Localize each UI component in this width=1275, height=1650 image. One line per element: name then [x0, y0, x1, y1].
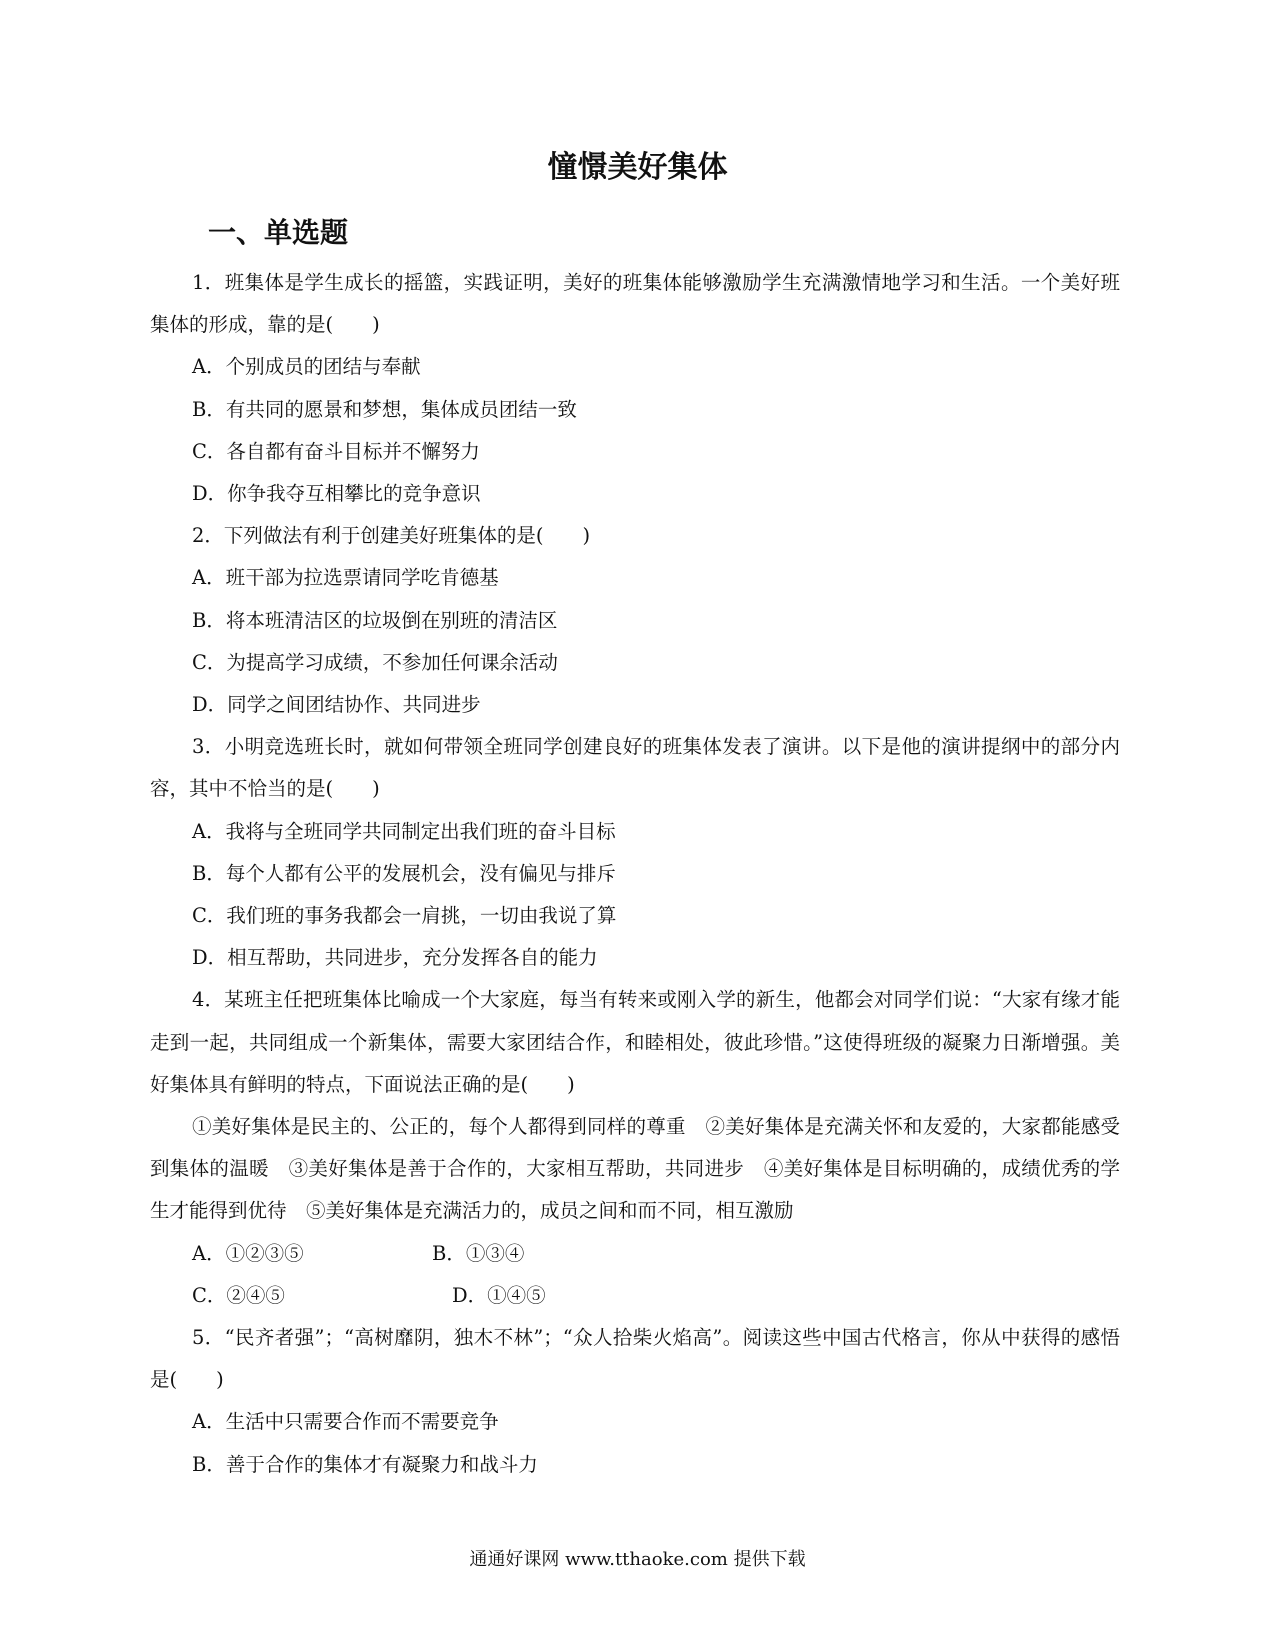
option: B．善于合作的集体才有凝聚力和战斗力 [192, 1452, 538, 1476]
option-row [150, 1233, 1120, 1275]
question-stem: 3．小明竞选班长时，就如何带领全班同学创建良好的班集体发表了演讲。以下是他的演讲提纲中的部分内容，其中不恰当的是( ) [150, 735, 1120, 801]
option: B．有共同的愿景和梦想，集体成员团结一致 [192, 397, 577, 421]
question-list [150, 262, 1120, 1486]
option: D．相互帮助，共同进步，充分发挥各自的能力 [192, 946, 598, 970]
option: A．个别成员的团结与奉献 [192, 355, 421, 379]
question-statements: ①美好集体是民主的、公正的，每个人都得到同样的尊重 ②美好集体是充满关怀和友爱的，大家都能感受到集体的温暖 ③美好集体是善于合作的，大家相互帮助，共同进步 ④美好集体是目标明确的，成绩优秀的学生才能得到优待 ⑤美好集体是充满活力的，成员之间和而不同，相互激励 [150, 1115, 1120, 1223]
question-stem: 2．下列做法有利于创建美好班集体的是( ) [192, 524, 591, 548]
page-title: 憧憬美好集体 [547, 150, 728, 185]
option: D．你争我夺互相攀比的竞争意识 [192, 482, 481, 506]
option: A．①②③⑤ [192, 1241, 304, 1265]
section-heading: 一、单选题 [208, 216, 349, 249]
option: C．我们班的事务我都会一肩挑，一切由我说了算 [192, 904, 617, 928]
option: A．我将与全班同学共同制定出我们班的奋斗目标 [192, 819, 616, 843]
option: C．②④⑤ [192, 1283, 285, 1307]
question-stem: 5．“民齐者强”；“高树靡阴，独木不林”；“众人拾柴火焰高”。阅读这些中国古代格言，你从中获得的感悟是( ) [150, 1326, 1120, 1392]
question-stem: 1．班集体是学生成长的摇篮，实践证明，美好的班集体能够激励学生充满激情地学习和生活。一个美好班集体的形成，靠的是( ) [150, 271, 1120, 337]
question-stem: 4．某班主任把班集体比喻成一个大家庭，每当有转来或刚入学的新生，他都会对同学们说：“大家有缘才能走到一起，共同组成一个新集体，需要大家团结合作，和睦相处，彼此珍惜。”这使得班级的凝聚力日渐增强。美好集体具有鲜明的特点，下面说法正确的是( ) [150, 988, 1120, 1096]
option: C．各自都有奋斗目标并不懈努力 [192, 439, 480, 463]
option: C．为提高学习成绩，不参加任何课余活动 [192, 650, 558, 674]
option: D．同学之间团结协作、共同进步 [192, 693, 481, 717]
option: A．生活中只需要合作而不需要竞争 [192, 1410, 499, 1434]
option: D．①④⑤ [452, 1283, 546, 1307]
option-row [150, 1275, 1120, 1317]
page-footer: 通通好课网 www.tthaoke.com 提供下载 [469, 1549, 806, 1570]
option: B．①③④ [432, 1241, 525, 1265]
option: B．将本班清洁区的垃圾倒在别班的清洁区 [192, 608, 558, 632]
option: A．班干部为拉选票请同学吃肯德基 [192, 566, 499, 590]
option: B．每个人都有公平的发展机会，没有偏见与排斥 [192, 861, 616, 885]
